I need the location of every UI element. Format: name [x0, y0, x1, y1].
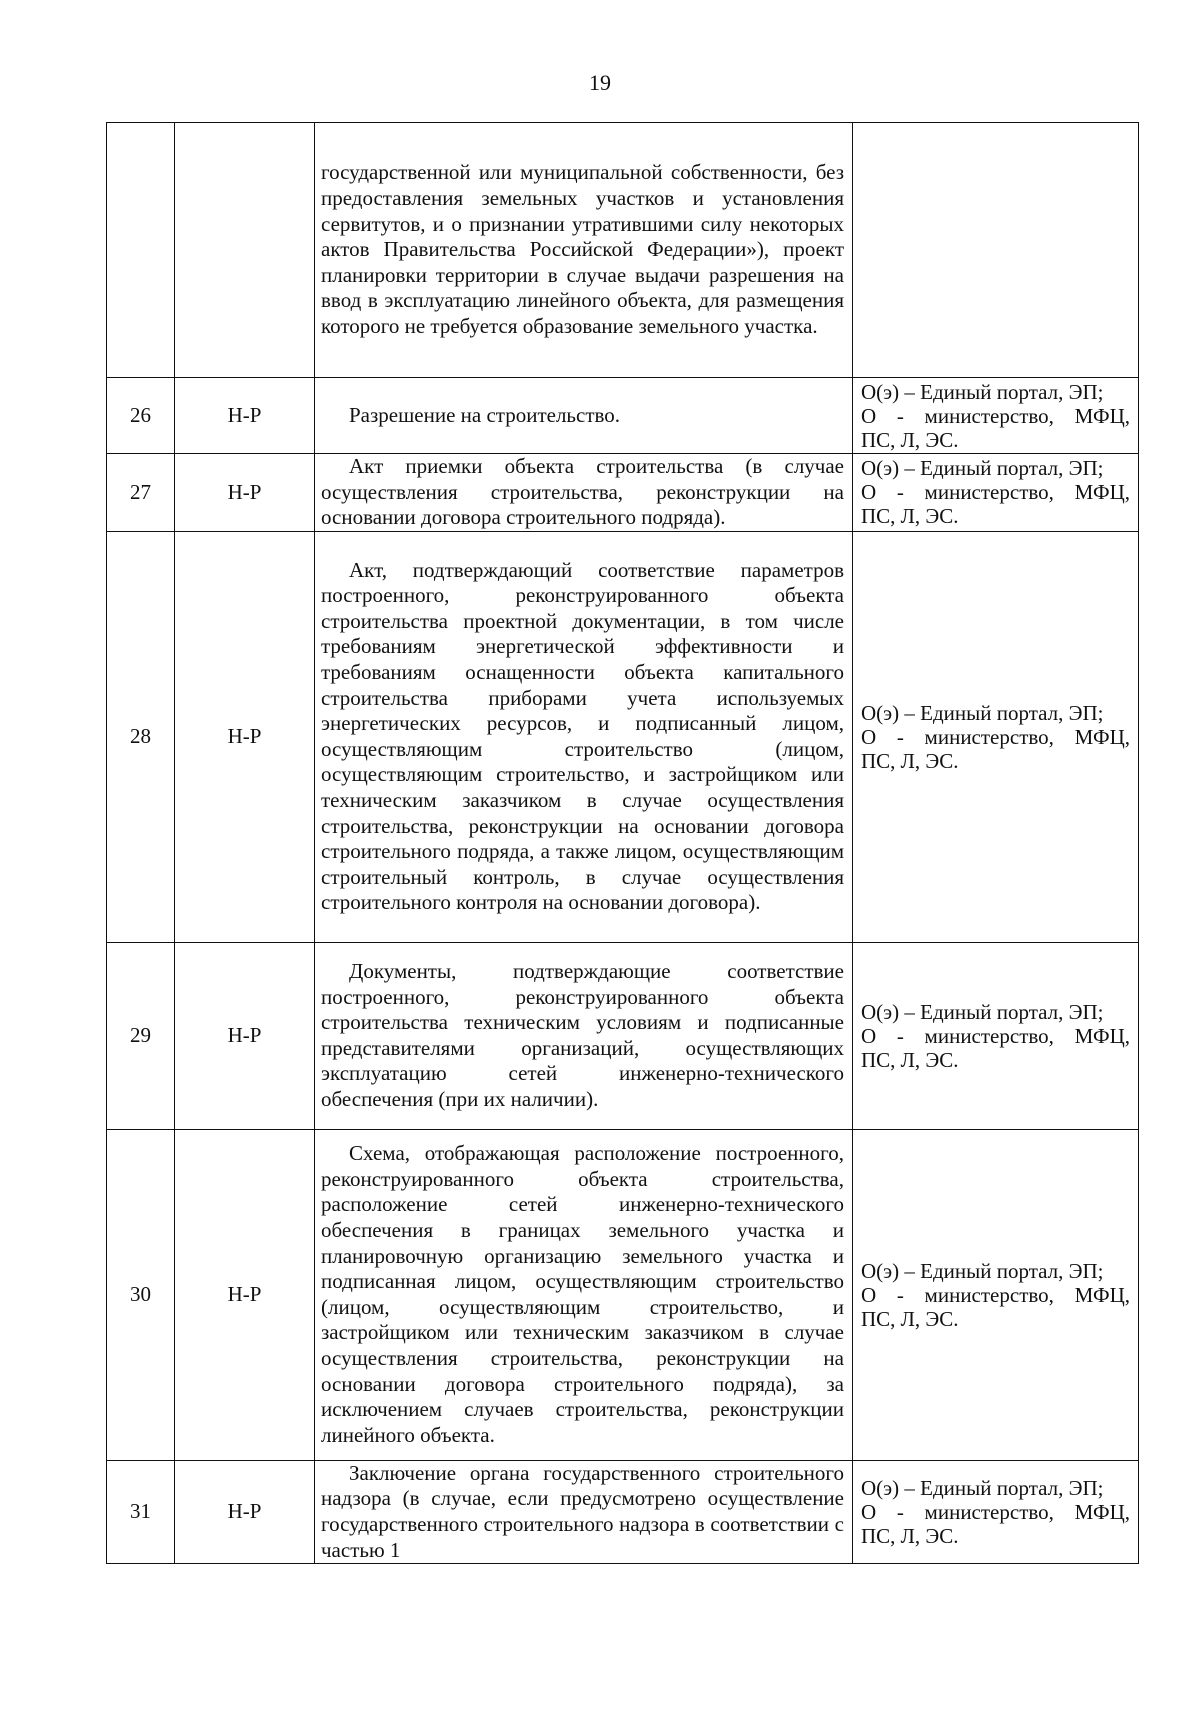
source-line-2: О - министерство, МФЦ,: [861, 1282, 1130, 1307]
cell-source: [853, 454, 1139, 532]
source-line-3: ПС, Л, ЭС.: [861, 504, 959, 529]
source-line-3: ПС, Л, ЭС.: [861, 1047, 959, 1072]
cell-source: [853, 942, 1139, 1129]
source-line-3: ПС, Л, ЭС.: [861, 748, 959, 773]
document-text: Акт, подтверждающий соответствие параметров построенного, реконструированного объекта строительства проектной документации, в том числе требованиям энергетической эффективности и требованиям оснащенности объекта капитального строительства приборами учета используемых энергетических ресурсов, и подписанный лицом, осуществляющим строительство (лицом, осуществляющим строительство, и застройщиком или техническим заказчиком в случае осуществления строительства, реконструкции на основании договора строительного подряда, а также лицом, осуществляющим строительный контроль, в случае осуществления строительного контроля на основании договора).: [321, 557, 844, 915]
cell-document-text: [315, 531, 853, 942]
cell-number: 28: [107, 531, 175, 942]
table-row: [107, 1129, 1139, 1460]
cell-document-text: [315, 1129, 853, 1460]
document-text: Документы, подтверждающие соответствие построенного, реконструированного объекта строительства техническим условиям и подписанные представителями организаций, осуществляющих эксплуатацию сетей инженерно-технического обеспечения (при их наличии).: [321, 959, 844, 1111]
source-line-2: О - министерство, МФЦ,: [861, 480, 1130, 505]
cell-code: Н-Р: [175, 378, 315, 454]
cell-code: [175, 123, 315, 378]
source-line-1: О(э) – Единый портал, ЭП;: [861, 379, 1104, 404]
cell-number: 26: [107, 378, 175, 454]
source-line-1: О(э) – Единый портал, ЭП;: [861, 999, 1104, 1024]
page-number: 19: [589, 70, 611, 95]
source-line-1: О(э) – Единый портал, ЭП;: [861, 1258, 1104, 1283]
source-line-2: О - министерство, МФЦ,: [861, 724, 1130, 749]
cell-code: Н-Р: [175, 1460, 315, 1563]
cell-code: Н-Р: [175, 454, 315, 532]
source-line-1: О(э) – Единый портал, ЭП;: [861, 700, 1104, 725]
source-line-3: ПС, Л, ЭС.: [861, 427, 959, 452]
document-text: Заключение органа государственного строительного надзора (в случае, если предусмотрено осуществление государственного строительного надзора в соответствии с частью 1: [321, 1460, 844, 1562]
cell-number: [107, 123, 175, 378]
document-text: Акт приемки объекта строительства (в случае осуществления строительства, реконструкции на основании договора строительного подряда).: [321, 454, 844, 530]
table-row: [107, 454, 1139, 532]
table-row: [107, 531, 1139, 942]
cell-source: [853, 1129, 1139, 1460]
source-line-1: О(э) – Единый портал, ЭП;: [861, 456, 1104, 481]
document-text: Разрешение на строительство.: [349, 402, 621, 427]
cell-source: [853, 378, 1139, 454]
table-row: [107, 942, 1139, 1129]
cell-code: Н-Р: [175, 1129, 315, 1460]
document-text: Схема, отображающая расположение построенного, реконструированного объекта строительства, расположение сетей инженерно-технического обеспечения в границах земельного участка и планировочную организацию земельного участка и подписанная лицом, осуществляющим строительство (лицом, осуществляющим строительство, и застройщиком или техническим заказчиком в случае осуществления строительства, реконструкции на основании договора строительного подряда), за исключением случаев строительства, реконструкции линейного объекта.: [321, 1141, 844, 1447]
documents-table: [106, 122, 1139, 1564]
table-row: [107, 378, 1139, 454]
cell-code: Н-Р: [175, 942, 315, 1129]
table-row: [107, 1460, 1139, 1563]
source-line-2: О - министерство, МФЦ,: [861, 403, 1130, 428]
cell-number: 30: [107, 1129, 175, 1460]
source-line-2: О - министерство, МФЦ,: [861, 1023, 1130, 1048]
cell-source: [853, 531, 1139, 942]
source-line-2: О - министерство, МФЦ,: [861, 1499, 1130, 1524]
cell-document-text: [315, 1460, 853, 1563]
source-line-3: ПС, Л, ЭС.: [861, 1306, 959, 1331]
table-row-continuation: [107, 123, 1139, 378]
cell-document-text: [315, 378, 853, 454]
cell-number: 31: [107, 1460, 175, 1563]
source-line-1: О(э) – Единый портал, ЭП;: [861, 1475, 1104, 1500]
cell-document-text: государственной или муниципальной собственности, без предоставления земельных участков и установления сервитутов, и о признании утратившими силу некоторых актов Правительства Российской Федерации»), проект планировки территории в случае выдачи разрешения на ввод в эксплуатацию линейного объекта, для размещения которого не требуется образование земельного участка.: [315, 123, 853, 378]
cell-code: Н-Р: [175, 531, 315, 942]
cell-source: [853, 123, 1139, 378]
cell-document-text: [315, 454, 853, 532]
cell-number: 29: [107, 942, 175, 1129]
cell-document-text: [315, 942, 853, 1129]
cell-source: [853, 1460, 1139, 1563]
source-line-3: ПС, Л, ЭС.: [861, 1523, 959, 1548]
cell-number: 27: [107, 454, 175, 532]
